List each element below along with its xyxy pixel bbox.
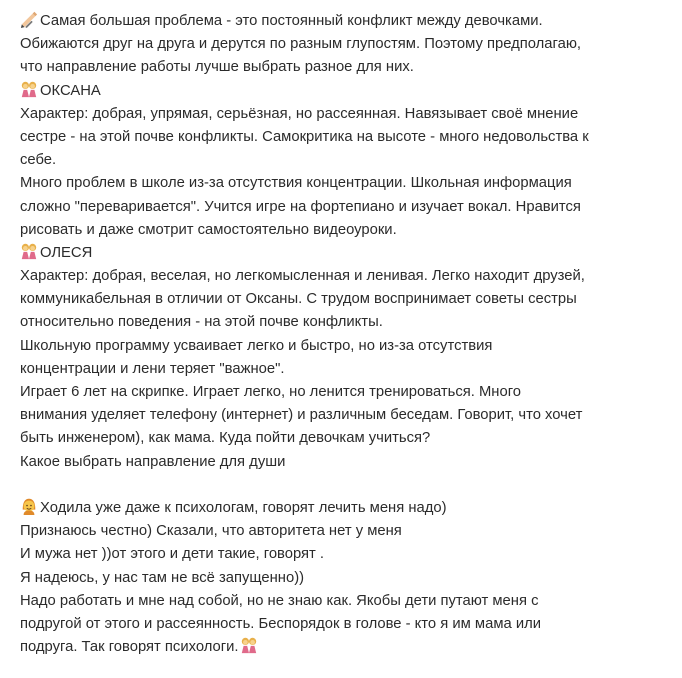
outro-line-5: Надо работать и мне над собой, но не знаю как. Якобы дети путают меня с [20,592,539,609]
twin-girls-icon [20,80,38,98]
oksana-name: ОКСАНА [40,82,101,99]
intro-line-1: Самая большая проблема - это постоянный конфликт между девочками. [20,10,675,33]
outro-line-1: Ходила уже даже к психологам, говорят лечить меня надо) [20,497,675,520]
olesya-name: ОЛЕСЯ [40,244,93,261]
olesya-line-6: Играет 6 лет на скрипке. Играет легко, но ленится тренироваться. Много [20,384,521,400]
oksana-line-5: сложно "переваривается". Учится игре на фортепиано и изучает вокал. Нравится [20,198,581,215]
paragraph-gap [20,474,675,497]
olesya-line-4: Школьную программу усваивает легко и быстро, но из-за отсутствия [20,337,493,354]
olesya-line-7: внимания уделяет телефону (интернет) и различным беседам. Говорит, что хочет [20,407,583,424]
oksana-heading [20,80,675,103]
oksana-line-4: Много проблем в школе из-за отсутствия концентрации. Школьная информация [20,175,572,192]
olesya-heading [20,242,675,265]
intro-line-2: Обижаются друг на друга и дерутся по разным глупостям. Поэтому предполагаю, [20,36,582,53]
woman-icon [20,497,38,515]
intro-line-3: что направление работы лучше выбрать разное для них. [20,59,414,76]
oksana-line-3: себе. [20,152,57,169]
olesya-line-1: Характер: добрая, веселая, но легкомысленная и ленивая. Легко находит друзей, [20,268,585,285]
olesya-line-8: быть инженером), как мама. Куда пойти девочкам учиться? [20,430,431,447]
outro-line-3: И мужа нет ))от этого и дети такие, говорят . [20,546,325,563]
olesya-line-5: концентрации и лени теряет "важное". [20,360,285,377]
olesya-line-3: относительно поведения - на этой почве конфликты. [20,314,383,331]
post-text [20,10,675,659]
twin-girls-icon [240,636,258,654]
writing-hand-icon [20,10,38,28]
outro-line-7: подруга. Так говорят психологи. [20,636,675,659]
oksana-line-6: рисовать и даже смотрит самостоятельно видеоуроки. [20,221,397,238]
twin-girls-icon [20,242,38,260]
olesya-line-2: коммуникабельная в отличии от Оксаны. С трудом воспринимает советы сестры [20,291,577,308]
oksana-line-2: сестре - на этой почве конфликты. Самокритика на высоте - много недовольства к [20,128,589,145]
outro-line-2: Признаюсь честно) Сказали, что авторитета нет у меня [20,523,402,540]
oksana-line-1: Характер: добрая, упрямая, серьёзная, но рассеянная. Навязывает своё мнение [20,105,579,122]
olesya-line-9: Какое выбрать направление для души [20,453,286,470]
outro-line-4: Я надеюсь, у нас там не всё запущенно)) [20,569,305,586]
outro-line-6: подругой от этого и рассеянность. Беспорядок в голове - кто я им мама или [20,615,542,632]
